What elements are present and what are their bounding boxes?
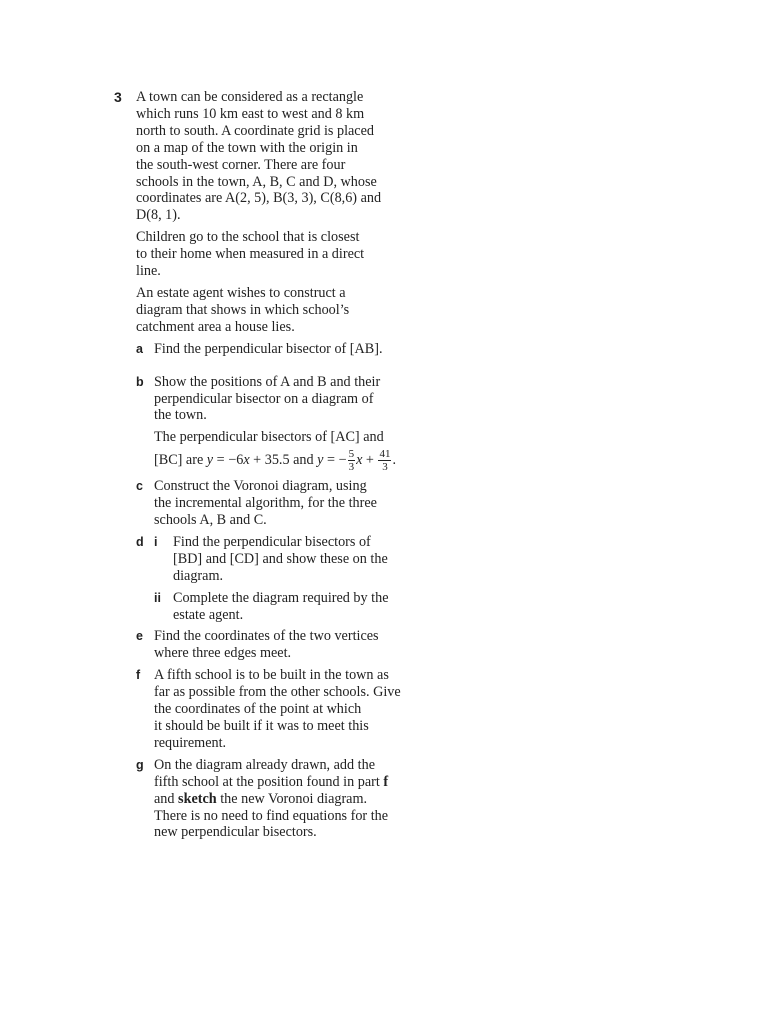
sub-label-ii: ii <box>154 590 161 605</box>
text-line: the incremental algorithm, for the three <box>154 495 377 512</box>
part-c <box>136 478 436 529</box>
variable-y: y <box>206 451 214 468</box>
fraction-numerator: 5 <box>348 448 355 461</box>
fraction-forty-one-thirds <box>378 448 391 473</box>
fraction-numerator: 41 <box>379 448 391 461</box>
part-g <box>136 757 436 842</box>
text-line: which runs 10 km east to west and 8 km <box>136 105 365 122</box>
part-label-g: g <box>136 757 144 772</box>
text-line: the coordinates of the point at which <box>154 701 362 718</box>
text-line: diagram that shows in which school’s <box>136 301 350 318</box>
part-e <box>136 628 436 662</box>
text-line: Construct the Voronoi diagram, using <box>154 478 367 495</box>
text-line: the town. <box>154 407 207 424</box>
text-line: far as possible from the other schools. Give <box>154 684 401 701</box>
text-line: it should be built if it was to meet this <box>154 718 369 734</box>
part-d-i <box>154 534 436 585</box>
text-line: An estate agent wishes to construct a <box>136 284 346 301</box>
paragraph-estate-agent <box>136 285 436 336</box>
text-line: on a map of the town with the origin in <box>136 139 358 156</box>
text-line: Children go to the school that is closest <box>136 229 360 246</box>
text-fragment: . <box>392 451 397 468</box>
text-line: Find the perpendicular bisector of [AB]. <box>154 340 383 357</box>
equation-line <box>154 448 436 473</box>
text-line: A town can be considered as a rectangle <box>136 89 364 105</box>
part-reference: f <box>383 773 389 790</box>
text-line: Find the coordinates of the two vertices <box>154 628 379 645</box>
text-fragment: the new Voronoi diagram. <box>216 790 368 807</box>
part-label-f: f <box>136 668 141 683</box>
text-line: The perpendicular bisectors of [AC] and <box>154 429 384 446</box>
part-a <box>136 341 436 358</box>
text-line: schools A, B and C. <box>154 512 267 529</box>
variable-x: x <box>356 451 363 468</box>
part-label-b: b <box>136 374 144 389</box>
text-line: A fifth school is to be built in the town as <box>154 667 389 684</box>
command-word: sketch <box>178 790 217 807</box>
text-line: There is no need to find equations for the <box>154 807 389 824</box>
part-label-e: e <box>136 629 143 644</box>
text-line: Show the positions of A and B and their <box>154 373 381 390</box>
text-line <box>154 774 436 791</box>
text-fragment: = − <box>323 451 347 468</box>
part-label-a: a <box>136 341 143 356</box>
text-fragment: fifth school at the position found in part <box>154 773 384 790</box>
fraction-denominator: 3 <box>382 461 388 474</box>
text-line: On the diagram already drawn, add the <box>154 756 376 773</box>
text-line: to their home when measured in a direct <box>136 246 365 263</box>
text-fragment: [BC] are <box>154 451 207 468</box>
part-b <box>136 374 436 474</box>
text-line: perpendicular bisector on a diagram of <box>154 390 374 407</box>
part-d <box>136 534 436 624</box>
bisector-note <box>154 429 436 473</box>
text-line: D(8, 1). <box>136 207 181 224</box>
fraction-denominator: 3 <box>348 461 355 474</box>
text-fragment: + <box>362 451 378 468</box>
fraction-five-thirds <box>348 448 356 473</box>
text-line: coordinates are A(2, 5), B(3, 3), C(8,6) and <box>136 190 382 207</box>
variable-x: x <box>243 451 250 468</box>
question-number: 3 <box>114 89 122 105</box>
text-fragment: and <box>154 790 179 807</box>
part-label-d: d <box>136 534 144 549</box>
intro-paragraph <box>136 89 436 224</box>
question-body <box>136 89 436 846</box>
paragraph-children <box>136 229 436 280</box>
part-label-c: c <box>136 479 143 494</box>
sub-label-i: i <box>154 534 158 549</box>
text-line: new perpendicular bisectors. <box>154 824 317 841</box>
part-d-ii <box>154 590 436 624</box>
text-line: diagram. <box>173 567 224 584</box>
text-line: Complete the diagram required by the <box>173 589 389 606</box>
text-line: catchment area a house lies. <box>136 318 295 335</box>
text-line: north to south. A coordinate grid is placed <box>136 122 374 139</box>
text-line <box>154 791 436 808</box>
text-fragment: + 35.5 and <box>249 451 318 468</box>
text-line: schools in the town, A, B, C and D, whose <box>136 173 377 190</box>
text-line: Find the perpendicular bisectors of <box>173 533 371 550</box>
text-line: estate agent. <box>173 606 244 623</box>
variable-y: y <box>317 451 324 468</box>
text-line: requirement. <box>154 734 227 751</box>
part-f <box>136 667 436 752</box>
text-line: line. <box>136 263 161 280</box>
text-line: the south-west corner. There are four <box>136 156 346 173</box>
text-fragment: = −6 <box>213 451 244 468</box>
text-line: [BD] and [CD] and show these on the <box>173 550 388 567</box>
text-line: where three edges meet. <box>154 645 292 662</box>
